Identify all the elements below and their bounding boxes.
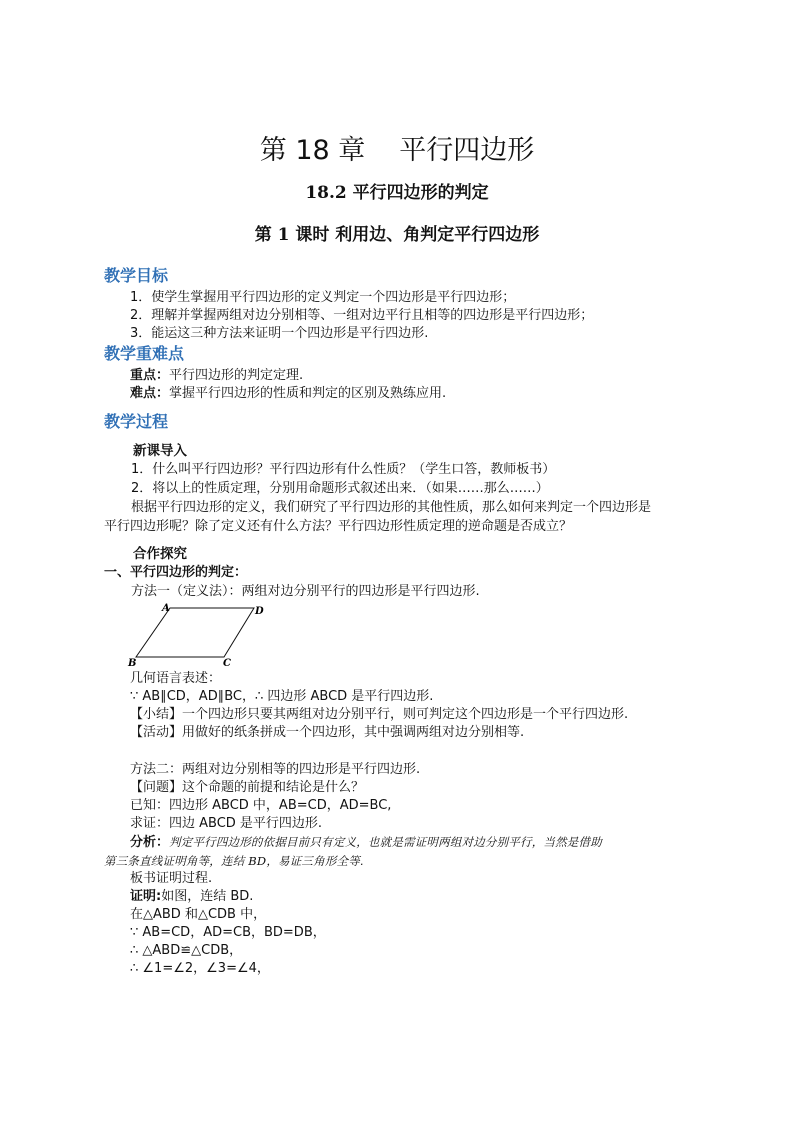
analysis-line-2: 第三条直线证明角等，连结 BD，易证三角形全等. [104,854,364,868]
summary [130,707,628,723]
proof-line-2: 在△ABD 和△CDB 中， [130,907,267,922]
vertex-label-c: C [223,658,231,669]
proof-line-4: ∴ △ABD≌△CDB， [130,943,243,958]
difficulty-text: 掌握平行四边形的性质和判定的区别及熟练应用. [169,386,447,401]
prove-statement: 求证：四边 ABCD 是平行四边形. [130,816,323,831]
key-point [130,368,303,384]
difficulty-label: 难点： [130,386,170,401]
method-1: 方法一（定义法）：两组对边分别平行的四边形是平行四边形. [131,584,480,599]
vertex-label-d: D [255,606,264,617]
process-heading: 教学过程 [104,412,169,431]
key-label: 重点： [130,368,170,383]
question-text: 这个命题的前提和结论是什么？ [182,780,365,795]
vertex-label-b: B [128,658,137,669]
proof-start [130,889,253,905]
chapter-title [0,134,794,168]
vertex-label-a: A [162,603,170,614]
activity [130,725,524,741]
activity-tag: 【活动】 [130,725,183,740]
summary-tag: 【小结】 [130,707,183,722]
goal-item-2: 2．理解并掌握两组对边分别相等、一组对边平行且相等的四边形是平行四边形； [130,308,594,323]
analysis-label: 分析： [130,835,170,850]
parallelogram-shape [136,608,254,657]
question [130,780,364,796]
goals-heading: 教学目标 [104,266,169,285]
intro-paragraph-line-1: 根据平行四边形的定义，我们研究了平行四边形的其他性质，那么如何来判定一个四边形是 [131,500,652,515]
chapter-name: 平行四边形 [399,135,535,166]
intro-paragraph-line-2: 平行四边形呢？除了定义还有什么方法？平行四边形性质定理的逆命题是否成立？ [104,519,573,534]
method-2: 方法二：两组对边分别相等的四边形是平行四边形. [130,762,421,777]
proof-label: 证明: [130,889,162,904]
goal-item-1: 1．使学生掌握用平行四边形的定义判定一个四边形是平行四边形； [130,290,516,305]
summary-text: 一个四边形只要其两组对边分别平行，则可判定这个四边形是一个平行四边形. [182,707,629,722]
section-title: 18.2 平行四边形的判定 [305,183,489,203]
geometry-statement: ∵ AB∥CD，AD∥BC，∴ 四边形 ABCD 是平行四边形. [130,689,434,704]
analysis-text-1: 判定平行四边形的依据目前只有定义，也就是需证明两组对边分别平行，当然是借助 [169,835,602,849]
parallelogram-figure [126,600,266,670]
intro-question-2: 2．将以上的性质定理，分别用命题形式叙述出来．（如果……那么……） [131,481,549,496]
explore-heading: 合作探究 [133,546,187,562]
keys-heading: 教学重难点 [104,344,185,363]
chapter-number: 第 18 章 [259,135,366,166]
key-text: 平行四边形的判定定理. [169,368,304,383]
goal-item-3: 3．能运这三种方法来证明一个四边形是平行四边形. [130,326,429,341]
intro-question-1: 1．什么叫平行四边形？平行四边形有什么性质？（学生口答，教师板书） [131,462,556,477]
board-note: 板书证明过程. [130,871,213,886]
part1-heading: 一、平行四边形的判定： [104,565,248,580]
proof-text: 如图，连结 BD. [161,889,254,904]
analysis-line-1 [130,834,602,851]
geometry-label: 几何语言表述： [130,671,222,686]
proof-line-5: ∴ ∠1=∠2，∠3=∠4， [130,961,270,976]
intro-heading: 新课导入 [133,443,187,459]
activity-text: 用做好的纸条拼成一个四边形，其中强调两组对边分别相等. [182,725,525,740]
given-statement: 已知：四边形 ABCD 中，AB=CD，AD=BC, [130,798,392,813]
difficulty-point [130,386,446,402]
proof-line-3: ∵ AB=CD，AD=CB，BD=DB， [130,925,326,940]
question-tag: 【问题】 [130,780,183,795]
lesson-title: 第 1 课时 利用边、角判定平行四边形 [254,225,540,245]
